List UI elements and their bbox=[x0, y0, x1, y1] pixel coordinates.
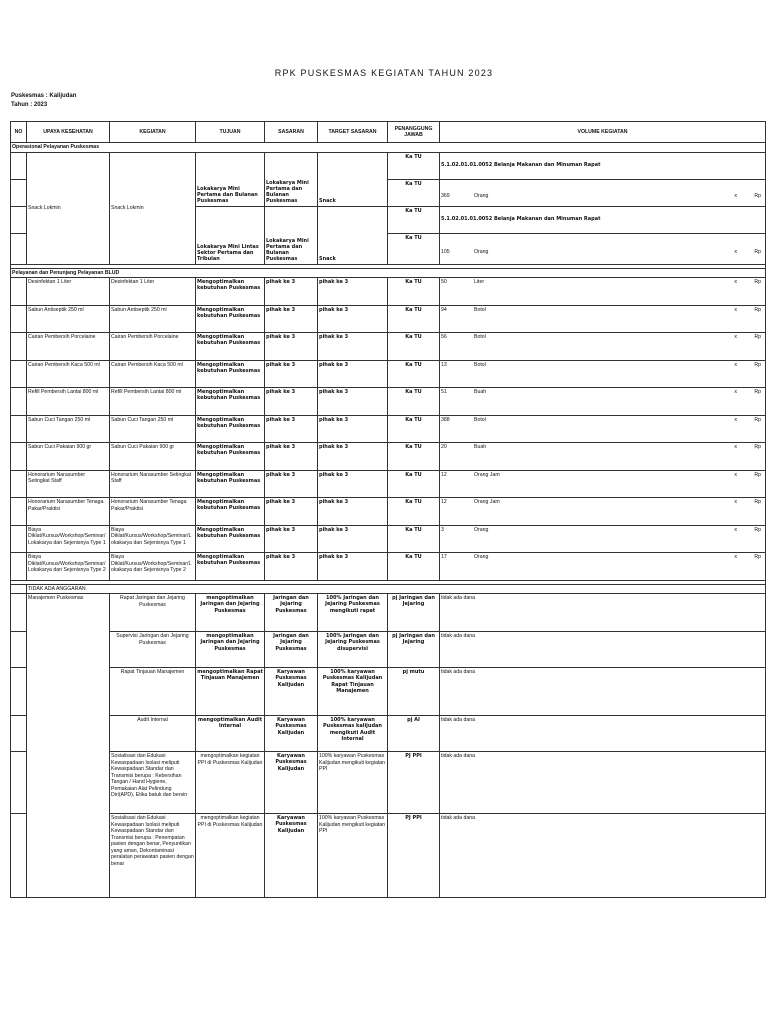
cell-sasaran: Karyawan Puskesmas Kalijudan bbox=[265, 716, 318, 752]
volume-rp: Rp bbox=[754, 192, 761, 199]
cell-volume bbox=[440, 179, 766, 206]
cell-no bbox=[11, 333, 27, 361]
cell-kegiatan: Sabun Antiseptik 250 ml bbox=[110, 305, 196, 333]
volume-x: x bbox=[734, 389, 737, 395]
cell-no bbox=[11, 632, 27, 668]
cell-target: pihak ke 3 bbox=[318, 443, 388, 471]
cell-volume bbox=[440, 525, 766, 553]
table-row bbox=[11, 443, 766, 471]
cell-target: pihak ke 3 bbox=[318, 525, 388, 553]
table-row bbox=[11, 333, 766, 361]
cell-target: pihak ke 3 bbox=[318, 388, 388, 416]
cell-sasaran: pihak ke 3 bbox=[265, 553, 318, 581]
volume-value: 105 bbox=[441, 248, 450, 255]
table-row bbox=[11, 152, 766, 179]
cell-volume bbox=[440, 388, 766, 416]
cell-tujuan: Lokakarya Mini Pertama dan Bulanan Puskesmas bbox=[196, 152, 265, 206]
volume-x: x bbox=[734, 334, 737, 340]
cell-sasaran: pihak ke 3 bbox=[265, 470, 318, 498]
cell-target: pihak ke 3 bbox=[318, 305, 388, 333]
table-row bbox=[11, 415, 766, 443]
volume-rp: Rp bbox=[754, 248, 761, 255]
cell-kegiatan: Snack Lokmin bbox=[110, 152, 196, 264]
volume-x: x bbox=[734, 192, 737, 199]
table-row bbox=[11, 752, 766, 814]
volume-rp: Rp bbox=[754, 279, 761, 285]
volume-rp: Rp bbox=[754, 334, 761, 340]
page-title: RPK PUSKESMAS KEGIATAN TAHUN 2023 bbox=[274, 68, 494, 78]
volume-rp: Rp bbox=[754, 444, 761, 450]
volume-unit: Buah bbox=[474, 389, 487, 395]
volume-x: x bbox=[734, 306, 737, 313]
volume-value: 369 bbox=[441, 192, 450, 199]
cell-upaya: Sabun Cuci Pakaian 900 gr bbox=[27, 443, 110, 471]
cell-kegiatan: Sabun Cuci Tangan 250 ml bbox=[110, 415, 196, 443]
section-row bbox=[11, 268, 766, 278]
cell-volume bbox=[440, 333, 766, 361]
cell-target: pihak ke 3 bbox=[318, 360, 388, 388]
cell-volume bbox=[440, 553, 766, 581]
table-row bbox=[11, 360, 766, 388]
cell-no bbox=[11, 470, 27, 498]
cell-no bbox=[11, 278, 27, 306]
cell-pj: Ka TU bbox=[388, 278, 440, 306]
cell-sasaran: pihak ke 3 bbox=[265, 498, 318, 526]
cell-pj: Ka TU bbox=[388, 233, 440, 264]
volume-x: x bbox=[734, 361, 737, 368]
volume-unit: Botol bbox=[474, 306, 486, 313]
cell-kegiatan: Refill Pembersih Lantai 800 ml bbox=[110, 388, 196, 416]
header-pj: PENANGGUNG JAWAB bbox=[388, 122, 440, 143]
section-row bbox=[11, 143, 766, 153]
cell-volume: tidak ada dana bbox=[440, 632, 766, 668]
volume-x: x bbox=[734, 499, 737, 505]
cell-kegiatan: Desinfektan 1 Liter bbox=[110, 278, 196, 306]
cell-tujuan: Mengoptimalkan kebutuhan Puskesmas bbox=[196, 415, 265, 443]
cell-kegiatan: Cairan Pembersih Porcelaine bbox=[110, 333, 196, 361]
table-row bbox=[11, 278, 766, 306]
cell-no bbox=[11, 752, 27, 814]
cell-tujuan: mengoptimalkan Rapat Tinjauan Manajemen bbox=[196, 668, 265, 716]
cell-sasaran: Karyawan Puskesmas Kalijudan bbox=[265, 752, 318, 814]
cell-target: pihak ke 3 bbox=[318, 553, 388, 581]
section-row bbox=[11, 584, 766, 594]
cell-sasaran: Lokakarya Mini Pertama dan Bulanan Puskesmas bbox=[265, 152, 318, 206]
rpk-table bbox=[10, 121, 766, 898]
header-kegiatan: KEGIATAN bbox=[110, 122, 196, 143]
cell-target: Snack bbox=[318, 206, 388, 264]
cell-target: Snack bbox=[318, 152, 388, 206]
cell-pj: pj mutu bbox=[388, 668, 440, 716]
table-row bbox=[11, 594, 766, 632]
cell-tujuan: Mengoptimalkan kebutuhan Puskesmas bbox=[196, 498, 265, 526]
cell-upaya: Cairan Pembersih Kaca 500 ml bbox=[27, 360, 110, 388]
volume-unit: Orang bbox=[474, 248, 489, 255]
cell-kegiatan: Rapat Tinjauan Manajemen bbox=[110, 668, 196, 716]
volume-unit: Botol bbox=[474, 361, 486, 368]
cell-pj: Ka TU bbox=[388, 388, 440, 416]
volume-unit: Liter bbox=[474, 279, 485, 285]
cell-upaya: Sabun Antiseptik 250 ml bbox=[27, 305, 110, 333]
cell-pj: PJ PPI bbox=[388, 814, 440, 898]
cell-tujuan: mengoptimalkan kegiatan PPI di Puskesmas Kalijudan bbox=[196, 752, 265, 814]
volume-value: 94 bbox=[441, 306, 447, 313]
volume-rp: Rp bbox=[754, 499, 761, 505]
cell-target: 100% Jaringan dan Jejaring Puskesmas disupervisi bbox=[318, 632, 388, 668]
cell-belanja: 5.1.02.01.01.0052 Belanja Makanan dan Minuman Rapat bbox=[440, 152, 766, 179]
cell-no bbox=[11, 716, 27, 752]
volume-value: 51 bbox=[441, 389, 447, 395]
volume-value: 3 bbox=[441, 526, 444, 533]
cell-upaya: Desinfektan 1 Liter bbox=[27, 278, 110, 306]
cell-target: 100% karyawan Puskesmas Kalijudan Rapat Tinjauan Manajemen bbox=[318, 668, 388, 716]
volume-value: 20 bbox=[441, 444, 447, 450]
cell-sasaran: Jaringan dan Jejaring Puskesmas bbox=[265, 594, 318, 632]
cell-no bbox=[11, 415, 27, 443]
table-row bbox=[11, 470, 766, 498]
cell-volume: tidak ada dana bbox=[440, 668, 766, 716]
table-row bbox=[11, 388, 766, 416]
cell-tujuan: Mengoptimalkan kebutuhan Puskesmas bbox=[196, 553, 265, 581]
cell-pj: Ka TU bbox=[388, 470, 440, 498]
cell-no bbox=[11, 525, 27, 553]
header-no: NO bbox=[11, 122, 27, 143]
cell-pj: pj AI bbox=[388, 716, 440, 752]
cell-volume bbox=[440, 305, 766, 333]
header-volume: VOLUME KEGIATAN bbox=[440, 122, 766, 143]
volume-value: 388 bbox=[441, 416, 450, 423]
cell-tujuan: Mengoptimalkan kebutuhan Puskesmas bbox=[196, 333, 265, 361]
volume-rp: Rp bbox=[754, 416, 761, 423]
cell-kegiatan: Sosialisasi dan Edukasi Kewaspadaan Isolasi meliputi Kewaspadaan Standar dan Transmisi berupa : Penempatan pasien dengan benar, Penyuntikan yang aman, Dekontaminasi peralatan perawatan pasien dengan benar bbox=[110, 814, 196, 898]
volume-x: x bbox=[734, 471, 737, 478]
volume-rp: Rp bbox=[754, 389, 761, 395]
cell-target: 100% karyawan Puskesmas Kalijudan mengikuti kegiatan PPI bbox=[318, 814, 388, 898]
cell-volume: tidak ada dana bbox=[440, 814, 766, 898]
cell-sasaran: pihak ke 3 bbox=[265, 305, 318, 333]
cell-kegiatan: Honorarium Narasumber Tenaga Pakar/Praktisi bbox=[110, 498, 196, 526]
volume-unit: Botol bbox=[474, 416, 486, 423]
tahun-label: Tahun : 2023 bbox=[11, 102, 48, 108]
header-tujuan: TUJUAN bbox=[196, 122, 265, 143]
cell-upaya: Honorarium Narasumber Setingkat Staff bbox=[27, 470, 110, 498]
cell-pj: Ka TU bbox=[388, 525, 440, 553]
cell-sasaran: Karyawan Puskesmas Kalijudan bbox=[265, 814, 318, 898]
volume-unit: Orang Jam bbox=[474, 471, 500, 478]
cell-pj: Ka TU bbox=[388, 333, 440, 361]
table-row bbox=[11, 814, 766, 898]
cell-sasaran: Lokakarya Mini Pertama dan Bulanan Puskesmas bbox=[265, 206, 318, 264]
cell-volume bbox=[440, 278, 766, 306]
header-target: TARGET SASARAN bbox=[318, 122, 388, 143]
cell-no bbox=[11, 305, 27, 333]
cell-upaya: Snack Lokmin bbox=[27, 152, 110, 264]
cell-pj: pj Jaringan dan Jejaring bbox=[388, 632, 440, 668]
cell-tujuan: mengoptimalkan Jaringan dan Jejaring Puskesmas bbox=[196, 632, 265, 668]
cell-tujuan: Mengoptimalkan kebutuhan Puskesmas bbox=[196, 443, 265, 471]
cell-tujuan: Mengoptimalkan kebutuhan Puskesmas bbox=[196, 278, 265, 306]
volume-value: 56 bbox=[441, 334, 447, 340]
cell-target: 100% Jaringan dan Jejaring Puskesmas mengikuti rapat bbox=[318, 594, 388, 632]
cell-volume: tidak ada dana bbox=[440, 752, 766, 814]
section-title: Pelayanan dan Penunjang Pelayanan BLUD bbox=[11, 268, 766, 278]
volume-unit: Orang bbox=[474, 554, 489, 560]
cell-volume bbox=[440, 498, 766, 526]
cell-upaya: Biaya Diklat/Kursus/Workshop/Seminar/Lokakarya dan Sejenisnya Type 1 bbox=[27, 525, 110, 553]
cell-upaya: Honorarium Narasumber Tenaga Pakar/Praktisi bbox=[27, 498, 110, 526]
cell-upaya: Sabun Cuci Tangan 250 ml bbox=[27, 415, 110, 443]
cell-target: pihak ke 3 bbox=[318, 278, 388, 306]
volume-x: x bbox=[734, 279, 737, 285]
volume-rp: Rp bbox=[754, 361, 761, 368]
cell-kegiatan: Audit Internal bbox=[110, 716, 196, 752]
cell-volume bbox=[440, 443, 766, 471]
cell-volume bbox=[440, 233, 766, 264]
cell-kegiatan: Honorarium Narasumber Setingkat Staff bbox=[110, 470, 196, 498]
section-title: TIDAK ADA ANGGARAN bbox=[27, 584, 766, 594]
cell-kegiatan: Cairan Pembersih Kaca 500 ml bbox=[110, 360, 196, 388]
cell-kegiatan: Sosialisasi dan Edukasi Kewaspadaan Isolasi meliputi Kewaspadaan Standar dan Transmisi berupa : Kebersihan Tangan / Hand Hygiene, Pemakaian Alat Pelindung Diri(APD), Etika batuk dan bersin bbox=[110, 752, 196, 814]
cell-target: pihak ke 3 bbox=[318, 333, 388, 361]
cell-target: 100% karyawan Puskesmas kalijudan mengikuti Audit Internal bbox=[318, 716, 388, 752]
cell-volume bbox=[440, 470, 766, 498]
cell-sasaran: Karyawan Puskesmas Kalijudan bbox=[265, 668, 318, 716]
cell-kegiatan: Sabun Cuci Pakaian 900 gr bbox=[110, 443, 196, 471]
cell-tujuan: mengoptimalkan kegiatan PPI di Puskesmas Kalijudan bbox=[196, 814, 265, 898]
cell-no bbox=[11, 443, 27, 471]
cell-tujuan: Lokakarya Mini Lintas Sektor Pertama dan Tribulan bbox=[196, 206, 265, 264]
cell-tujuan: mengoptimalkan Audit Internal bbox=[196, 716, 265, 752]
cell-kegiatan: Biaya Diklat/Kursus/Workshop/Seminar/Lokakarya dan Sejenisnya Type 2 bbox=[110, 553, 196, 581]
volume-value: 13 bbox=[441, 361, 447, 368]
cell-tujuan: Mengoptimalkan kebutuhan Puskesmas bbox=[196, 360, 265, 388]
cell-target: 100% karyawan Puskesmas Kalijudan mengikuti kegiatan PPI bbox=[318, 752, 388, 814]
cell-tujuan: Mengoptimalkan kebutuhan Puskesmas bbox=[196, 470, 265, 498]
volume-rp: Rp bbox=[754, 306, 761, 313]
volume-value: 12 bbox=[441, 499, 447, 505]
cell-pj: Ka TU bbox=[388, 498, 440, 526]
volume-x: x bbox=[734, 554, 737, 560]
table-row bbox=[11, 525, 766, 553]
volume-x: x bbox=[734, 416, 737, 423]
table-row bbox=[11, 553, 766, 581]
cell-no bbox=[11, 668, 27, 716]
table-row bbox=[11, 716, 766, 752]
cell-pj: Ka TU bbox=[388, 553, 440, 581]
cell-sasaran: Jaringan dan Jejaring Puskesmas bbox=[265, 632, 318, 668]
cell-volume bbox=[440, 415, 766, 443]
cell-volume: tidak ada dana bbox=[440, 716, 766, 752]
table-row bbox=[11, 498, 766, 526]
cell-belanja: 5.1.02.01.01.0052 Belanja Makanan dan Minuman Rapat bbox=[440, 206, 766, 233]
cell-target: pihak ke 3 bbox=[318, 415, 388, 443]
cell-tujuan: Mengoptimalkan kebutuhan Puskesmas bbox=[196, 305, 265, 333]
volume-value: 17 bbox=[441, 554, 447, 560]
cell-pj: Ka TU bbox=[388, 206, 440, 233]
volume-rp: Rp bbox=[754, 471, 761, 478]
header-sasaran: SASARAN bbox=[265, 122, 318, 143]
volume-unit: Buah bbox=[474, 444, 487, 450]
volume-unit: Orang bbox=[474, 526, 489, 533]
cell-no bbox=[11, 498, 27, 526]
volume-x: x bbox=[734, 248, 737, 255]
cell-pj: Ka TU bbox=[388, 443, 440, 471]
cell-pj: Ka TU bbox=[388, 152, 440, 179]
cell-sasaran: pihak ke 3 bbox=[265, 525, 318, 553]
cell-pj: Ka TU bbox=[388, 415, 440, 443]
table-row bbox=[11, 305, 766, 333]
cell-upaya: Biaya Diklat/Kursus/Workshop/Seminar/Lokakarya dan Sejenisnya Type 2 bbox=[27, 553, 110, 581]
cell-no bbox=[11, 814, 27, 898]
volume-unit: Orang Jam bbox=[474, 499, 500, 505]
cell-kegiatan: Biaya Diklat/Kursus/Workshop/Seminar/Lokakarya dan Sejenisnya Type 1 bbox=[110, 525, 196, 553]
cell-pj: pj Jaringan dan Jejaring bbox=[388, 594, 440, 632]
cell-upaya: Refill Pembersih Lantai 800 ml bbox=[27, 388, 110, 416]
cell-sasaran: pihak ke 3 bbox=[265, 443, 318, 471]
section-title: Operasional Pelayanan Puskesmas bbox=[11, 143, 766, 153]
cell-sasaran: pihak ke 3 bbox=[265, 388, 318, 416]
cell-no bbox=[11, 584, 27, 594]
cell-target: pihak ke 3 bbox=[318, 470, 388, 498]
puskesmas-label: Puskesmas : Kalijudan bbox=[11, 93, 77, 99]
cell-sasaran: pihak ke 3 bbox=[265, 278, 318, 306]
cell-kegiatan: Rapat Jaringan dan Jejaring Puskesmas bbox=[110, 594, 196, 632]
header-row bbox=[11, 122, 766, 143]
volume-value: 12 bbox=[441, 471, 447, 478]
cell-upaya: Cairan Pembersih Porcelaine bbox=[27, 333, 110, 361]
cell-volume bbox=[440, 360, 766, 388]
cell-pj: Ka TU bbox=[388, 305, 440, 333]
volume-x: x bbox=[734, 526, 737, 533]
cell-pj: Ka TU bbox=[388, 360, 440, 388]
cell-sasaran: pihak ke 3 bbox=[265, 415, 318, 443]
volume-rp: Rp bbox=[754, 526, 761, 533]
cell-tujuan: Mengoptimalkan kebutuhan Puskesmas bbox=[196, 525, 265, 553]
table-row bbox=[11, 632, 766, 668]
cell-sasaran: pihak ke 3 bbox=[265, 333, 318, 361]
table-row bbox=[11, 668, 766, 716]
cell-no bbox=[11, 553, 27, 581]
cell-upaya: Manajemen Puskesmas bbox=[27, 594, 110, 898]
cell-kegiatan: Supervisi Jaringan dan Jejaring Puskesmas bbox=[110, 632, 196, 668]
cell-sasaran: pihak ke 3 bbox=[265, 360, 318, 388]
cell-no bbox=[11, 388, 27, 416]
volume-rp: Rp bbox=[754, 554, 761, 560]
cell-no bbox=[11, 360, 27, 388]
cell-tujuan: mengoptimalkan Jaringan dan Jejaring Puskesmas bbox=[196, 594, 265, 632]
volume-unit: Botol bbox=[474, 334, 486, 340]
cell-target: pihak ke 3 bbox=[318, 498, 388, 526]
header-upaya: UPAYA KESEHATAN bbox=[27, 122, 110, 143]
volume-value: 50 bbox=[441, 279, 447, 285]
volume-unit: Orang bbox=[474, 192, 489, 199]
cell-tujuan: Mengoptimalkan kebutuhan Puskesmas bbox=[196, 388, 265, 416]
cell-pj: Ka TU bbox=[388, 179, 440, 206]
volume-x: x bbox=[734, 444, 737, 450]
cell-no bbox=[11, 594, 27, 632]
cell-volume: tidak ada dana bbox=[440, 594, 766, 632]
cell-pj: PJ PPI bbox=[388, 752, 440, 814]
